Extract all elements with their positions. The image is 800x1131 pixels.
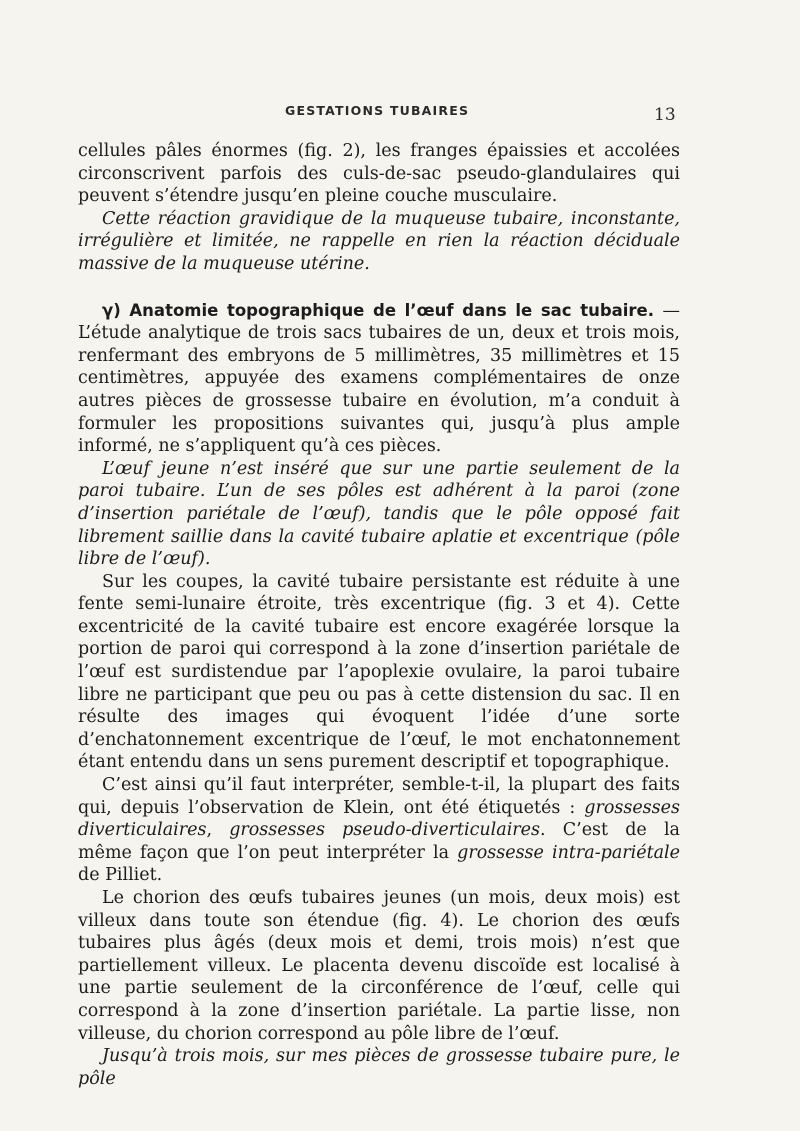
p6-part-c: . C’est de la même façon que l’on peut interpréter la bbox=[78, 820, 680, 863]
page-number: 13 bbox=[654, 105, 676, 125]
paragraph-4 bbox=[78, 458, 680, 571]
p6-part-d: de Pilliet. bbox=[78, 865, 163, 886]
paragraph-8 bbox=[78, 1045, 680, 1090]
p6-italic-1: grossesses diverticulaires bbox=[78, 797, 680, 841]
p6-part-a: C’est ainsi qu’il faut interpréter, semble-t-il, la plupart des faits qui, depuis l’observation de Klein, ont été étiquetés : bbox=[78, 775, 680, 818]
paragraph-7: Le chorion des œufs tubaires jeunes (un mois, deux mois) est villeux dans toute son étendue (fig. 4). Le chorion des œufs tubaires plus âgés (deux mois et demi, trois mois) n’est que partiellement villeux. Le placenta devenu discoïde est localisé à une partie seulement de la circonférence de l’œuf, celle qui correspond à la zone d’insertion pariétale. La partie lisse, non villeuse, du chorion correspond au pôle libre de l’œuf. bbox=[78, 888, 680, 1044]
paragraph-1: cellules pâles énormes (fig. 2), les franges épaissies et accolées circonscrivent parfois des culs-de-sac pseudo-glandulaires qui peuvent s’étendre jusqu’en pleine couche musculaire. bbox=[78, 141, 680, 207]
running-title: GESTATIONS TUBAIRES bbox=[285, 103, 470, 118]
paragraph-3 bbox=[78, 300, 680, 458]
p6-italic-3: grossesse intra-pariétale bbox=[457, 842, 680, 863]
paragraph-8-italic: Jusqu’à trois mois, sur mes pièces de grossesse tubaire pure, le pôle bbox=[78, 1046, 680, 1089]
p6-part-b: , bbox=[206, 820, 230, 841]
paragraph-2 bbox=[78, 208, 680, 276]
page-header bbox=[0, 103, 800, 127]
section-heading: γ) Anatomie topographique de l’œuf dans le sac tubaire. bbox=[102, 300, 655, 320]
section-gap bbox=[78, 276, 680, 300]
paragraph-5: Sur les coupes, la cavité tubaire persistante est réduite à une fente semi-lunaire étroite, très excentrique (fig. 3 et 4). Cette excentricité de la cavité tubaire est encore exagérée lorsque la portion de paroi qui correspond à la zone d’insertion pariétale de l’œuf est surdistendue par l’apoplexie ovulaire, la paroi tubaire libre ne participant que peu ou pas à cette distension du sac. Il en résulte des images qui évoquent l’idée d’une sorte d’enchatonnement excentrique de l’œuf, le mot enchatonnement étant entendu dans un sens purement descriptif et topographique. bbox=[78, 571, 680, 773]
paragraph-3-text: — L’étude analytique de trois sacs tubaires de un, deux et trois mois, renfermant des embryons de 5 millimètres, 35 millimètres et 15 centimètres, appuyée des examens complémentaires de onze autres pièces de grossesse tubaire en évolution, m’a conduit à formuler les propositions suivantes qui, jusqu’à plus ample informé, ne s’appliquent qu’à ces pièces. bbox=[78, 300, 680, 457]
paragraph-6 bbox=[78, 774, 680, 887]
paragraph-4-italic: L’œuf jeune n’est inséré que sur une partie seulement de la paroi tubaire. L’un de ses pôles est adhérent à la paroi (zone d’insertion pariétale de l’œuf), tandis que le pôle opposé fait librement saillie dans la cavité tubaire aplatie et excentrique (pôle libre de l’œuf). bbox=[78, 458, 680, 570]
body-text bbox=[78, 140, 680, 1090]
paragraph-2-italic: Cette réaction gravidique de la muqueuse tubaire, inconstante, irrégulière et limitée, ne rappelle en rien la réaction déciduale massive de la muqueuse utérine. bbox=[78, 208, 680, 274]
p6-italic-2: grossesses pseudo-diverticulaires bbox=[229, 820, 540, 841]
